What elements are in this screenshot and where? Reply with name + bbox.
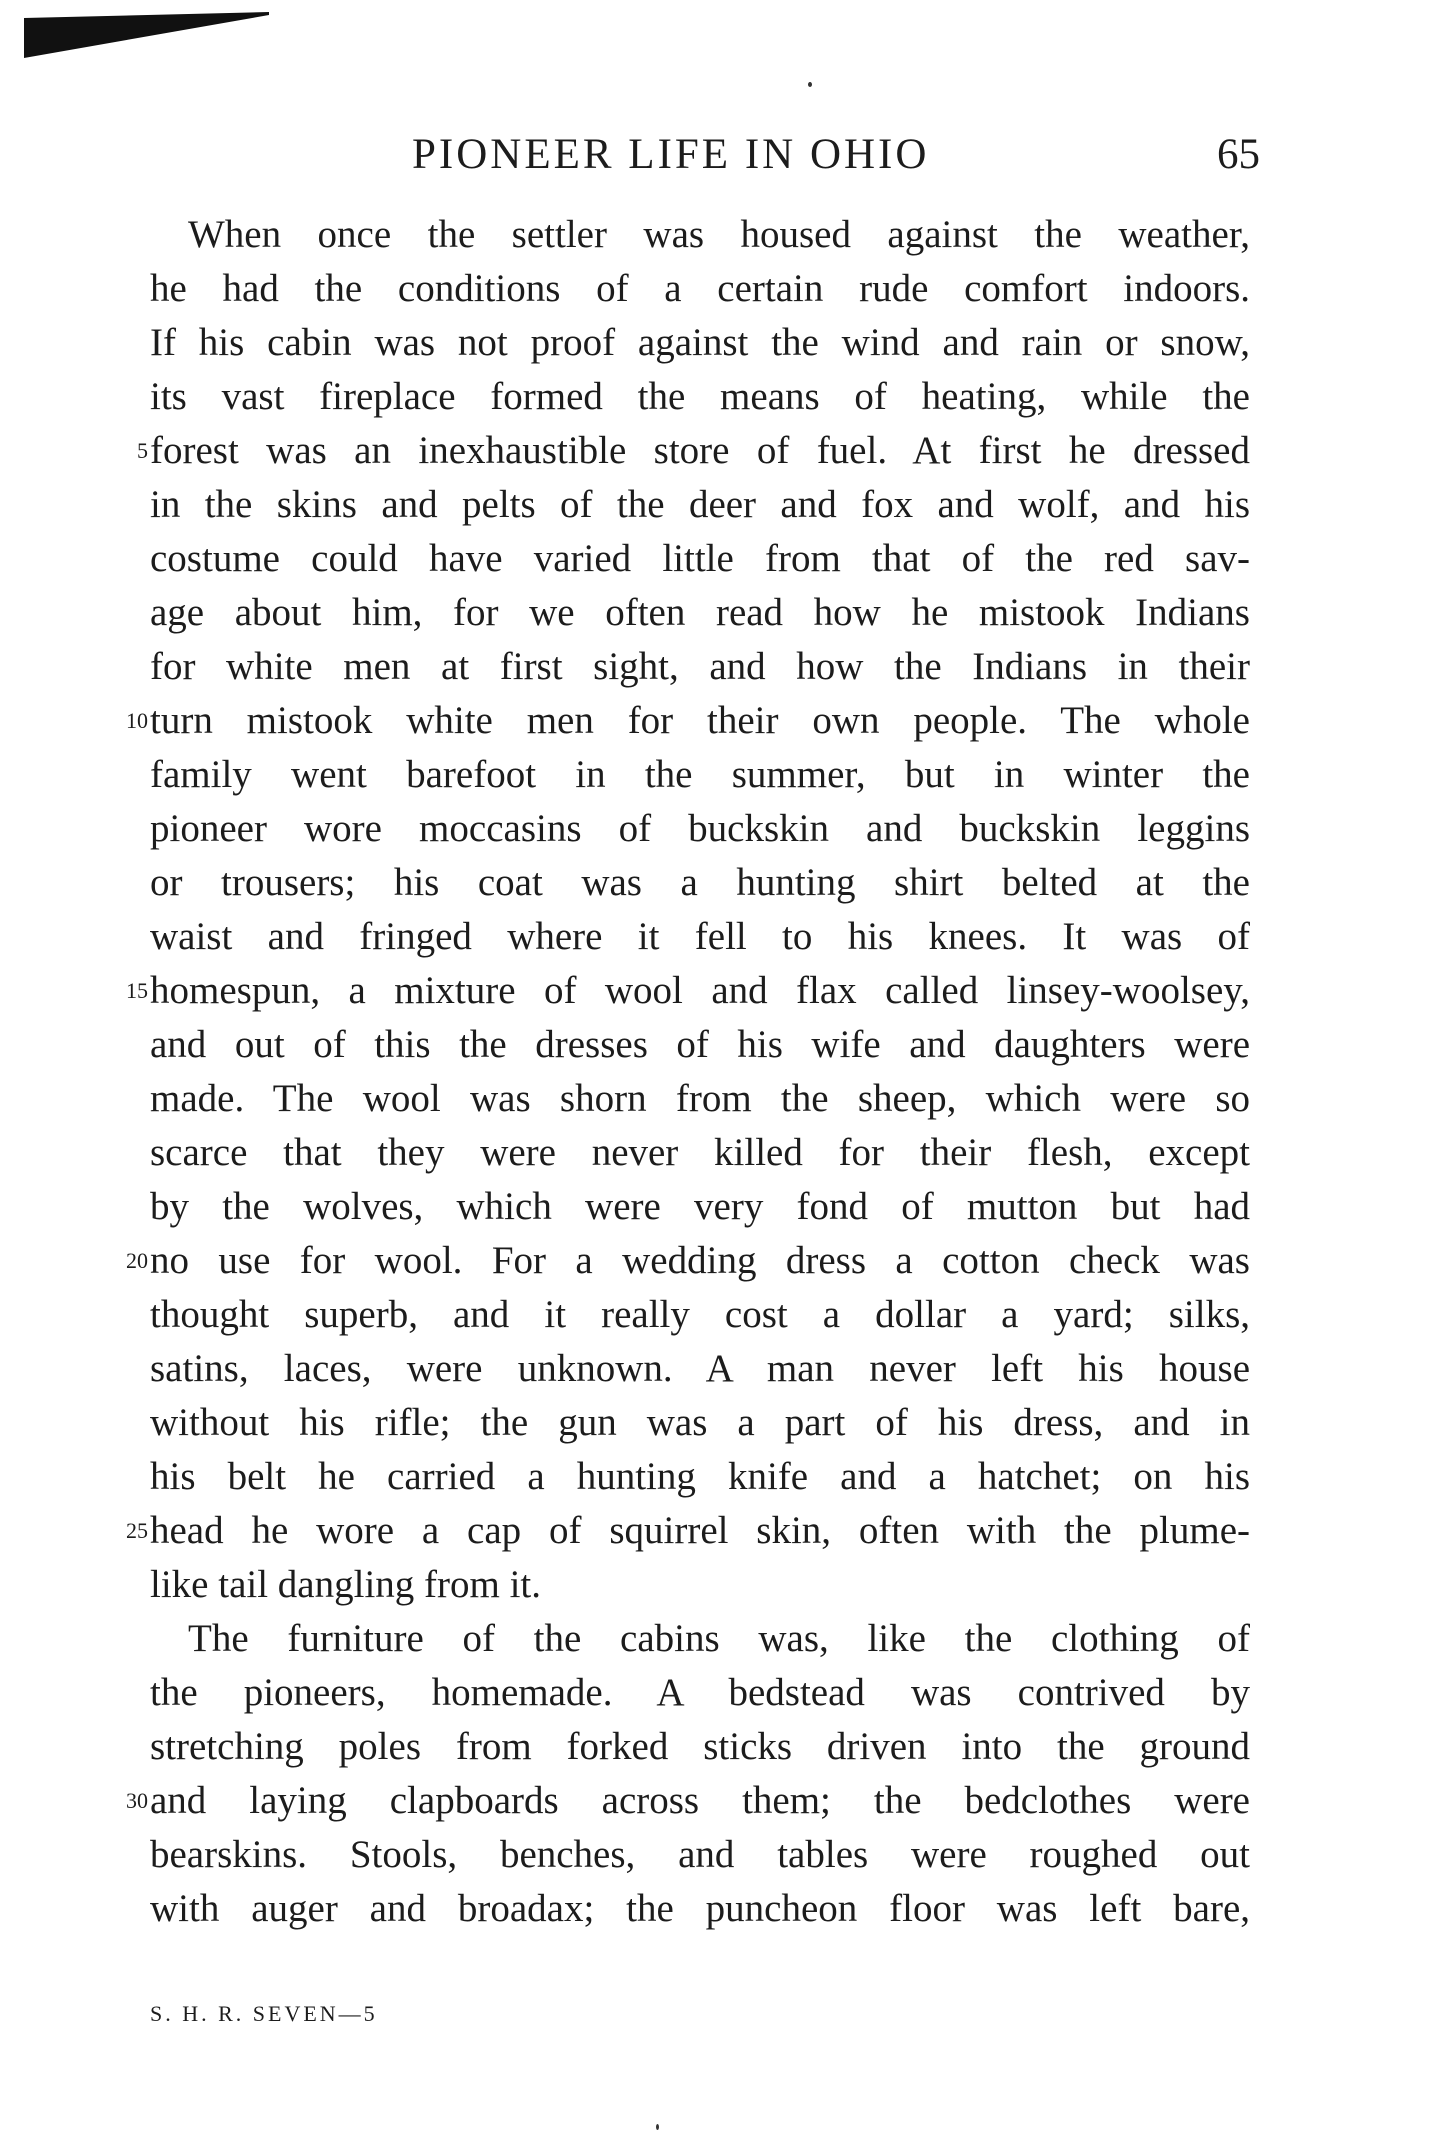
text-line: the pioneers, homemade. A bedstead was contrived by	[150, 1671, 1250, 1714]
text-line: turn mistook white men for their own people. The whole	[150, 699, 1250, 742]
text-line: like tail dangling from it.	[150, 1563, 542, 1606]
text-line: its vast fireplace formed the means of heating, while the	[150, 375, 1250, 418]
text-line: age about him, for we often read how he mistook Indians	[150, 591, 1250, 634]
text-line: no use for wool. For a wedding dress a cotton check was	[150, 1239, 1250, 1282]
line-number: 15	[126, 978, 148, 1003]
text-line: for white men at first sight, and how the Indians in their	[150, 645, 1250, 688]
footer-signature: S. H. R. SEVEN—5	[150, 2001, 378, 2026]
text-line: satins, laces, were unknown. A man never left his house	[150, 1347, 1250, 1390]
line-number: 5	[137, 438, 148, 463]
page-corner-mark	[24, 8, 269, 60]
page-number: 65	[1217, 131, 1260, 178]
text-line: thought superb, and it really cost a dollar a yard; silks,	[150, 1293, 1250, 1336]
text-line: by the wolves, which were very fond of mutton but had	[150, 1185, 1250, 1228]
text-line: head he wore a cap of squirrel skin, often with the plume-	[150, 1509, 1250, 1552]
text-line: waist and fringed where it fell to his knees. It was of	[150, 915, 1250, 958]
text-line: without his rifle; the gun was a part of his dress, and in	[150, 1401, 1250, 1444]
line-number: 25	[126, 1518, 148, 1543]
text-line: If his cabin was not proof against the wind and rain or snow,	[150, 321, 1250, 364]
ink-speck	[656, 2124, 659, 2130]
text-line: or trousers; his coat was a hunting shirt belted at the	[150, 861, 1250, 904]
text-line: forest was an inexhaustible store of fuel. At first he dressed	[150, 429, 1250, 472]
running-head	[150, 128, 1290, 182]
text-line: stretching poles from forked sticks driven into the ground	[150, 1725, 1250, 1768]
text-line: costume could have varied little from that of the red sav-	[150, 537, 1250, 580]
text-line: he had the conditions of a certain rude comfort indoors.	[150, 267, 1250, 310]
text-line: with auger and broadax; the puncheon floor was left bare,	[150, 1887, 1250, 1930]
ink-speck	[808, 82, 812, 87]
text-line: When once the settler was housed against the weather,	[188, 213, 1250, 256]
text-line: bearskins. Stools, benches, and tables were roughed out	[150, 1833, 1250, 1876]
text-line: homespun, a mixture of wool and flax called linsey-woolsey,	[150, 969, 1250, 1012]
line-number: 20	[126, 1248, 148, 1273]
text-line: his belt he carried a hunting knife and a hatchet; on his	[150, 1455, 1250, 1498]
line-number: 10	[126, 708, 148, 733]
running-title: PIONEER LIFE IN OHIO	[412, 131, 930, 178]
text-line: pioneer wore moccasins of buckskin and buckskin leggins	[150, 807, 1250, 850]
text-line: in the skins and pelts of the deer and fox and wolf, and his	[150, 483, 1250, 526]
text-line: made. The wool was shorn from the sheep, which were so	[150, 1077, 1250, 1120]
text-line: The furniture of the cabins was, like the clothing of	[188, 1617, 1250, 1660]
text-line: family went barefoot in the summer, but in winter the	[150, 753, 1250, 796]
text-line: and out of this the dresses of his wife and daughters were	[150, 1023, 1250, 1066]
text-line: and laying clapboards across them; the bedclothes were	[150, 1779, 1250, 1822]
line-number: 30	[126, 1788, 148, 1813]
text-line: scarce that they were never killed for their flesh, except	[150, 1131, 1250, 1174]
